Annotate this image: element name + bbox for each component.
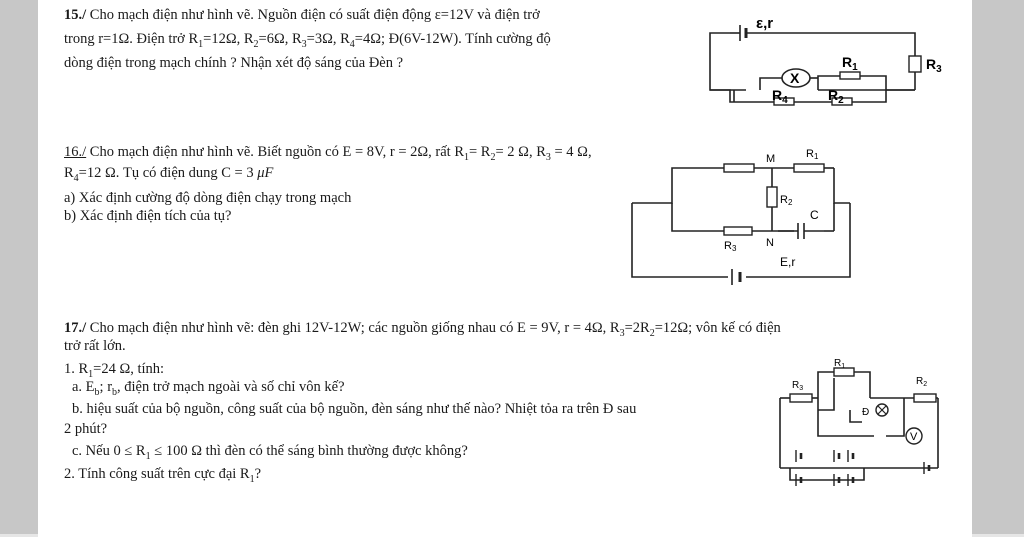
p15-wires xyxy=(710,33,915,102)
p15-r3-label: $R_3$ xyxy=(926,56,942,75)
p16-number: 16./ xyxy=(64,144,87,160)
p15-r1-label: $R_1$ xyxy=(842,54,858,73)
p17-lamp xyxy=(862,404,888,418)
p17-question-1: 1. $R_1=24$ Ω, tính: xyxy=(64,361,165,380)
p16-wires xyxy=(632,168,850,277)
p16-r3-label: R3 xyxy=(724,240,737,253)
p16-resistor-r2 xyxy=(767,187,777,207)
p15-lamp xyxy=(760,69,818,90)
p16-line-1: 16./ Cho mạch điện như hình vẽ. Biết nguồn có E = 8V, r = 2Ω, rất $R_1= R_2= 2$ Ω, $R_3 = 4$ Ω, xyxy=(64,144,592,163)
p17-resistor-r2 xyxy=(914,394,936,402)
p17-wires xyxy=(780,372,938,468)
p15-line-2: trong r=1Ω. Điện trở $R_1=12\Omega$, $R_2=6\Omega$, $R_3=3\Omega$, $R_4=4\Omega$; Đ(6V-12W). Tính cường độ xyxy=(64,31,551,50)
p17-number: 17./ xyxy=(64,320,87,336)
p16-node-n: N xyxy=(766,237,774,249)
p17-question-c: c. Nếu $0 \le R_1 \le 100$ Ω thì đèn có thể sáng bình thường được không? xyxy=(72,443,468,462)
p15-line-1 xyxy=(64,6,540,24)
viewer-left-margin xyxy=(0,0,38,537)
p15-source xyxy=(730,15,778,41)
p16-node-m: M xyxy=(766,153,776,165)
p16-capacitor-label: C xyxy=(810,208,819,222)
p16-source xyxy=(732,255,795,285)
p17-r3-label: $R_3$ xyxy=(792,380,804,392)
p17-circuit-diagram xyxy=(774,350,954,495)
viewer-right-margin xyxy=(972,0,1024,537)
p15-number: 15./ xyxy=(64,7,87,23)
p16-resistor-r1 xyxy=(794,164,824,172)
p17-voltmeter-label: V xyxy=(910,431,918,443)
p17-voltmeter xyxy=(906,428,922,444)
p16-r2-label: R2 xyxy=(780,194,793,207)
p16-resistor-top-left xyxy=(724,164,754,172)
p15-circuit-diagram xyxy=(700,8,940,116)
p16-resistor-r3 xyxy=(724,227,752,235)
p17-r1-label: $R_1$ xyxy=(834,358,846,370)
p16-question-b: b) Xác định điện tích của tụ? xyxy=(64,208,232,224)
p16-question-a: a) Xác định cường độ dòng điện chạy trong mạch xyxy=(64,190,352,206)
p16-line-2: $R_4=12$ Ω. Tụ có điện dung C = 3 μF xyxy=(64,165,274,184)
p17-resistor-r3 xyxy=(790,394,812,402)
p16-r1-label: R1 xyxy=(806,148,819,161)
p15-resistor-r1 xyxy=(840,72,860,79)
p17-line-1: 17./ Cho mạch điện như hình vẽ: đèn ghi 12V-12W; các nguồn giống nhau có E = 9V, r = 4Ω, $R_3=2R_2=12\Omega$; vôn kế có điện xyxy=(64,320,781,339)
p15-r4-label: $R_4$ xyxy=(772,87,788,106)
p15-line-3: dòng điện trong mạch chính ? Nhận xét độ sáng của Đèn ? xyxy=(64,55,404,71)
p16-capacitor xyxy=(798,208,824,239)
p16-circuit-diagram xyxy=(628,145,858,280)
p17-r2-label: $R_2$ xyxy=(916,376,928,388)
p17-line-2: trở rất lớn. xyxy=(64,338,126,354)
p17-question-a: a. $E_b$; $r_b$, điện trở mạch ngoài và số chỉ vôn kế? xyxy=(72,379,345,398)
p16-source-label: E,r xyxy=(780,255,796,269)
p17-question-b-line-2: 2 phút? xyxy=(64,421,108,437)
p15-text-1: Cho mạch điện như hình vẽ. Nguồn điện có suất điện động ε=12V và điện trở xyxy=(89,7,540,23)
p15-source-label: ε,r xyxy=(756,15,774,32)
p17-question-b-line-1: b. hiệu suất của bộ nguồn, công suất của bộ nguồn, đèn sáng như thế nào? Nhiệt tỏa ra trên Đ sau xyxy=(72,401,637,417)
document-page xyxy=(38,0,972,537)
p17-question-2: 2. Tính công suất trên cực đại $R_1$? xyxy=(64,466,262,485)
p15-lamp-label: X xyxy=(790,70,800,86)
p15-r2-label: $R_2$ xyxy=(828,87,844,106)
p15-resistor-r3 xyxy=(909,56,921,72)
p17-lamp-label: Đ xyxy=(862,407,870,418)
